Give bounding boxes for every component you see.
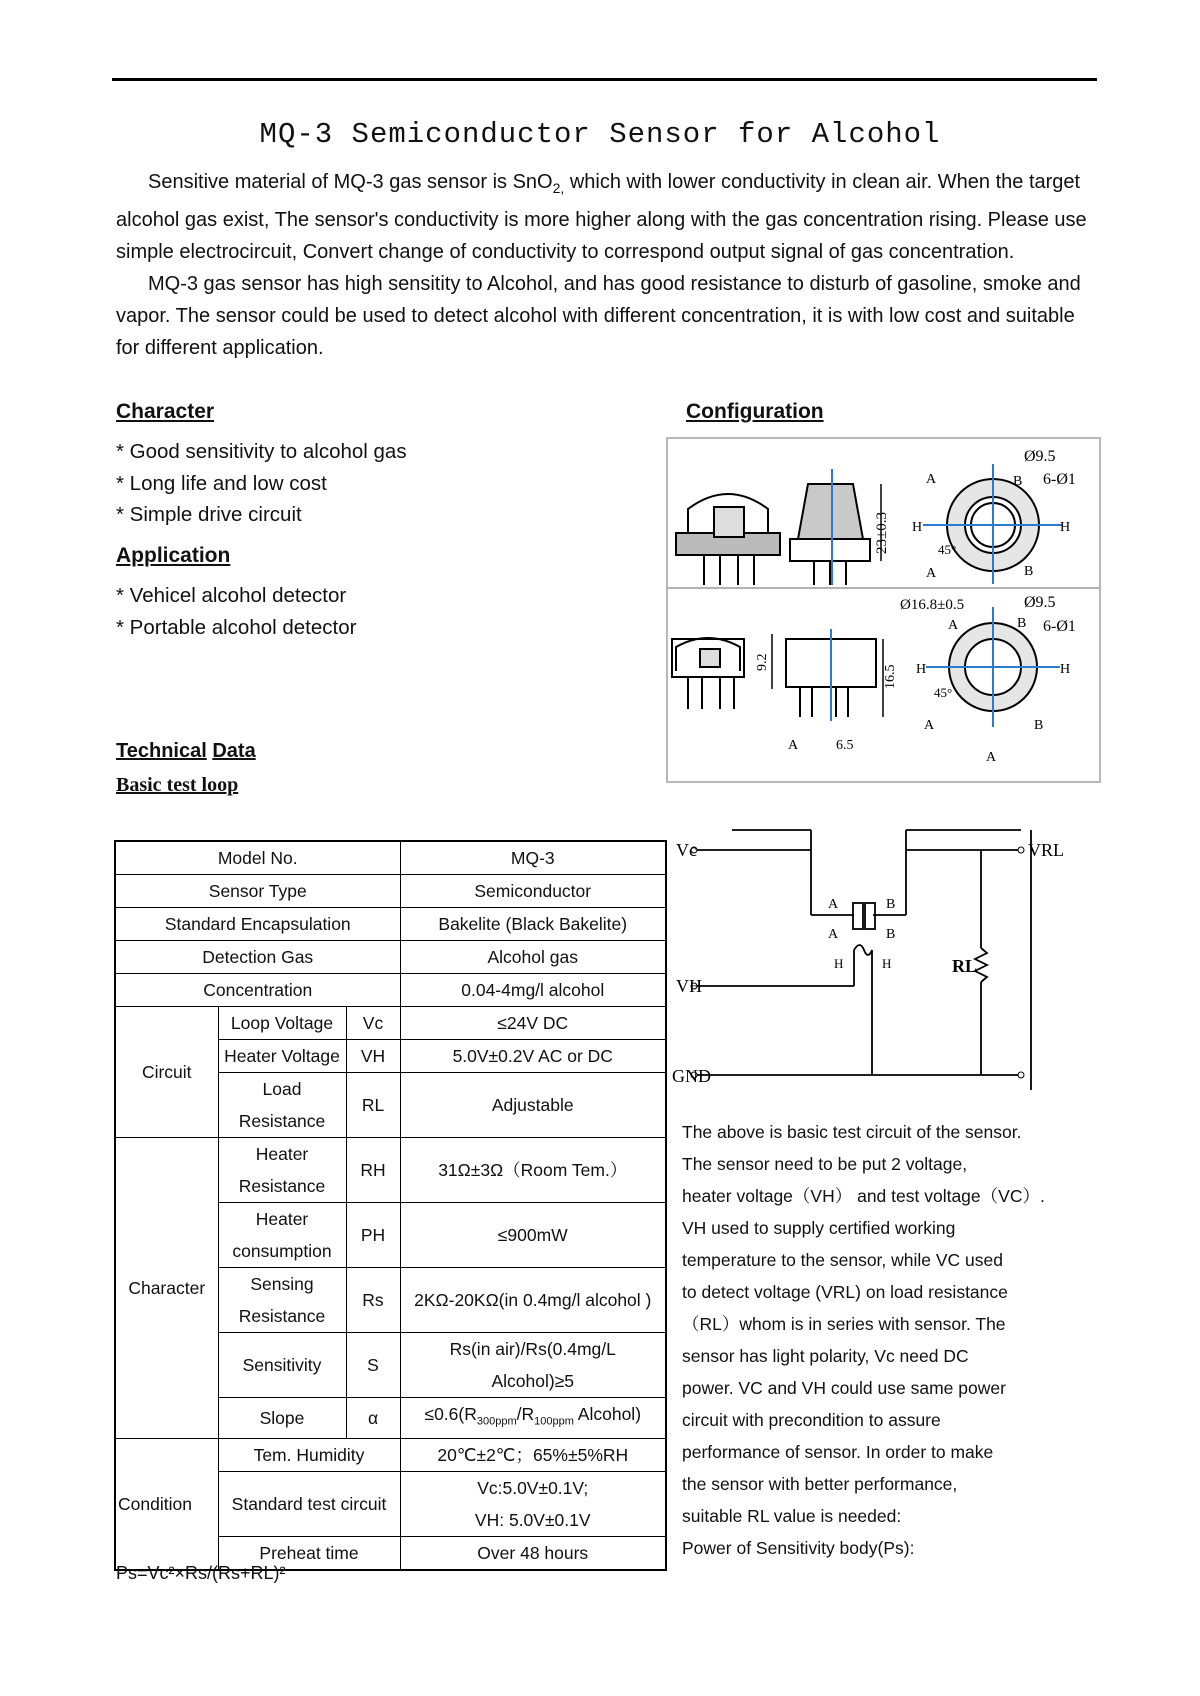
basic-test-loop-heading: Basic test loop — [116, 774, 239, 796]
svg-text:9.2: 9.2 — [755, 653, 770, 671]
table-row: Concentration 0.04-4mg/l alcohol — [115, 974, 666, 1007]
svg-text:A: A — [828, 927, 839, 942]
svg-text:VH: VH — [676, 976, 702, 996]
top-rule — [112, 78, 1097, 81]
table-row: Slope α $\le 0.6(R_{300ppm}/R_{100ppm}$ Alcohol) — [115, 1398, 666, 1439]
svg-text:RL: RL — [952, 956, 978, 976]
table-row: Load Resistance RL Adjustable — [115, 1073, 666, 1138]
svg-text:B: B — [1017, 616, 1027, 631]
circuit-description: The above is basic test circuit of the sensor. The sensor need to be put 2 voltage, heater voltage（VH） and test voltage（VC）. VH used to supply certified working temperature to the sensor, while VC used to detect voltage (VRL) on load resistance （RL）whom is in series with sensor. The sensor has light polarity, Vc need DC power. VC and VH could use same power circuit with precondition to assure performance of sensor. In order to make the sensor with better performance, suitable RL value is needed: Power of Sensitivity body(Ps): — [682, 1122, 1045, 1558]
table-row: Model No. MQ-3 — [115, 841, 666, 875]
list-item: * Long life and low cost — [116, 471, 327, 495]
intro-text — [116, 166, 1096, 364]
svg-text:A: A — [926, 566, 937, 581]
svg-text:B: B — [886, 897, 896, 912]
character-list — [116, 436, 407, 531]
technical-data-table — [114, 840, 667, 1571]
svg-text:GND: GND — [672, 1066, 711, 1086]
svg-text:B: B — [1034, 718, 1044, 733]
table-row: Sensitivity S Rs(in air)/Rs(0.4mg/L Alcohol)≥5 — [115, 1333, 666, 1398]
application-heading: Application — [116, 544, 231, 567]
svg-text:45°: 45° — [938, 542, 957, 557]
svg-text:B: B — [886, 927, 896, 942]
height-label-top: 23±0.3 — [874, 512, 890, 554]
configuration-drawing — [666, 437, 1101, 783]
svg-text:H: H — [916, 662, 927, 677]
svg-text:45°: 45° — [934, 685, 953, 700]
svg-text:A: A — [924, 718, 935, 733]
table-row: Sensing Resistance Rs 2KΩ-20KΩ(in 0.4mg/l alcohol ) — [115, 1268, 666, 1333]
table-row: Circuit Loop Voltage Vc ≤24V DC — [115, 1007, 666, 1040]
svg-text:H: H — [1060, 662, 1071, 677]
table-row: Standard test circuit Vc:5.0V±0.1V; VH: 5.0V±0.1V — [115, 1471, 666, 1536]
svg-text:A: A — [828, 897, 839, 912]
svg-text:VRL: VRL — [1028, 840, 1064, 860]
table-row: Heater consumption PH ≤900mW — [115, 1203, 666, 1268]
table-row: Condition Tem. Humidity 20℃±2℃；65%±5%RH — [115, 1438, 666, 1471]
svg-text:A: A — [788, 738, 799, 753]
technical-data-heading: Technical Data — [116, 740, 256, 762]
list-item: * Vehicel alcohol detector — [116, 584, 347, 607]
svg-text:16.5: 16.5 — [883, 664, 898, 689]
svg-text:Ø9.5: Ø9.5 — [1024, 594, 1056, 611]
svg-text:A: A — [948, 618, 959, 633]
svg-text:A: A — [926, 472, 937, 487]
svg-text:6-Ø1: 6-Ø1 — [1043, 471, 1076, 488]
configuration-heading: Configuration — [686, 400, 824, 423]
table-row: Preheat time Over 48 hours — [115, 1536, 666, 1570]
svg-text:H: H — [1060, 520, 1071, 535]
svg-text:Ø9.5: Ø9.5 — [1024, 448, 1056, 465]
list-item: * Simple drive circuit — [116, 503, 302, 526]
character-heading: Character — [116, 400, 215, 423]
svg-text:Ø16.8±0.5: Ø16.8±0.5 — [900, 597, 965, 613]
svg-text:A: A — [986, 750, 997, 765]
application-list — [116, 580, 356, 643]
page-title: MQ-3 Semiconductor Sensor for Alcohol — [259, 118, 941, 151]
list-item: * Good sensitivity to alcohol gas — [116, 440, 407, 463]
intro-paragraph-2: MQ-3 gas sensor has high sensitity to Alcohol, and has good resistance to disturb of gasoline, smoke and vapor. The sensor could be used to detect alcohol with different concentration, it is with low cost and suitable for different application. — [116, 273, 1081, 359]
svg-text:H: H — [834, 956, 844, 971]
list-item: * Portable alcohol detector — [116, 615, 357, 639]
svg-text:B: B — [1013, 474, 1023, 489]
condition-group-cell: Condition — [115, 1438, 218, 1570]
character-group-cell: Character — [115, 1138, 218, 1439]
svg-text:6-Ø1: 6-Ø1 — [1043, 618, 1076, 635]
table-row: Character Heater Resistance RH 31Ω±3Ω（Room Tem.） — [115, 1138, 666, 1203]
table-row: Detection Gas Alcohol gas — [115, 941, 666, 974]
table-row: Standard Encapsulation Bakelite (Black Bakelite) — [115, 908, 666, 941]
test-circuit-diagram — [672, 820, 1096, 1105]
sensor-dimension-drawing — [668, 439, 1099, 781]
svg-text:H: H — [882, 956, 892, 971]
svg-text:Vc: Vc — [676, 840, 697, 860]
table-row: Heater Voltage VH 5.0V±0.2V AC or DC — [115, 1040, 666, 1073]
power-formula: Ps=Vc²×Rs/(Rs+RL)² — [116, 1563, 286, 1583]
intro-paragraph-1: Sensitive material of MQ-3 gas sensor is SnO$_{2,}$ which with lower conductivity in clean air. When the target alcohol gas exist, The sensor's conductivity is more higher along with the gas concentration rising. Please use simple electrocircuit, Convert change of conductivity to correspond output signal of gas concentration. — [116, 171, 1087, 263]
circuit-group-cell: Circuit — [115, 1007, 218, 1138]
svg-text:6.5: 6.5 — [836, 738, 854, 753]
svg-text:H: H — [912, 520, 923, 535]
svg-text:B: B — [1024, 564, 1034, 579]
table-row: Sensor Type Semiconductor — [115, 875, 666, 908]
